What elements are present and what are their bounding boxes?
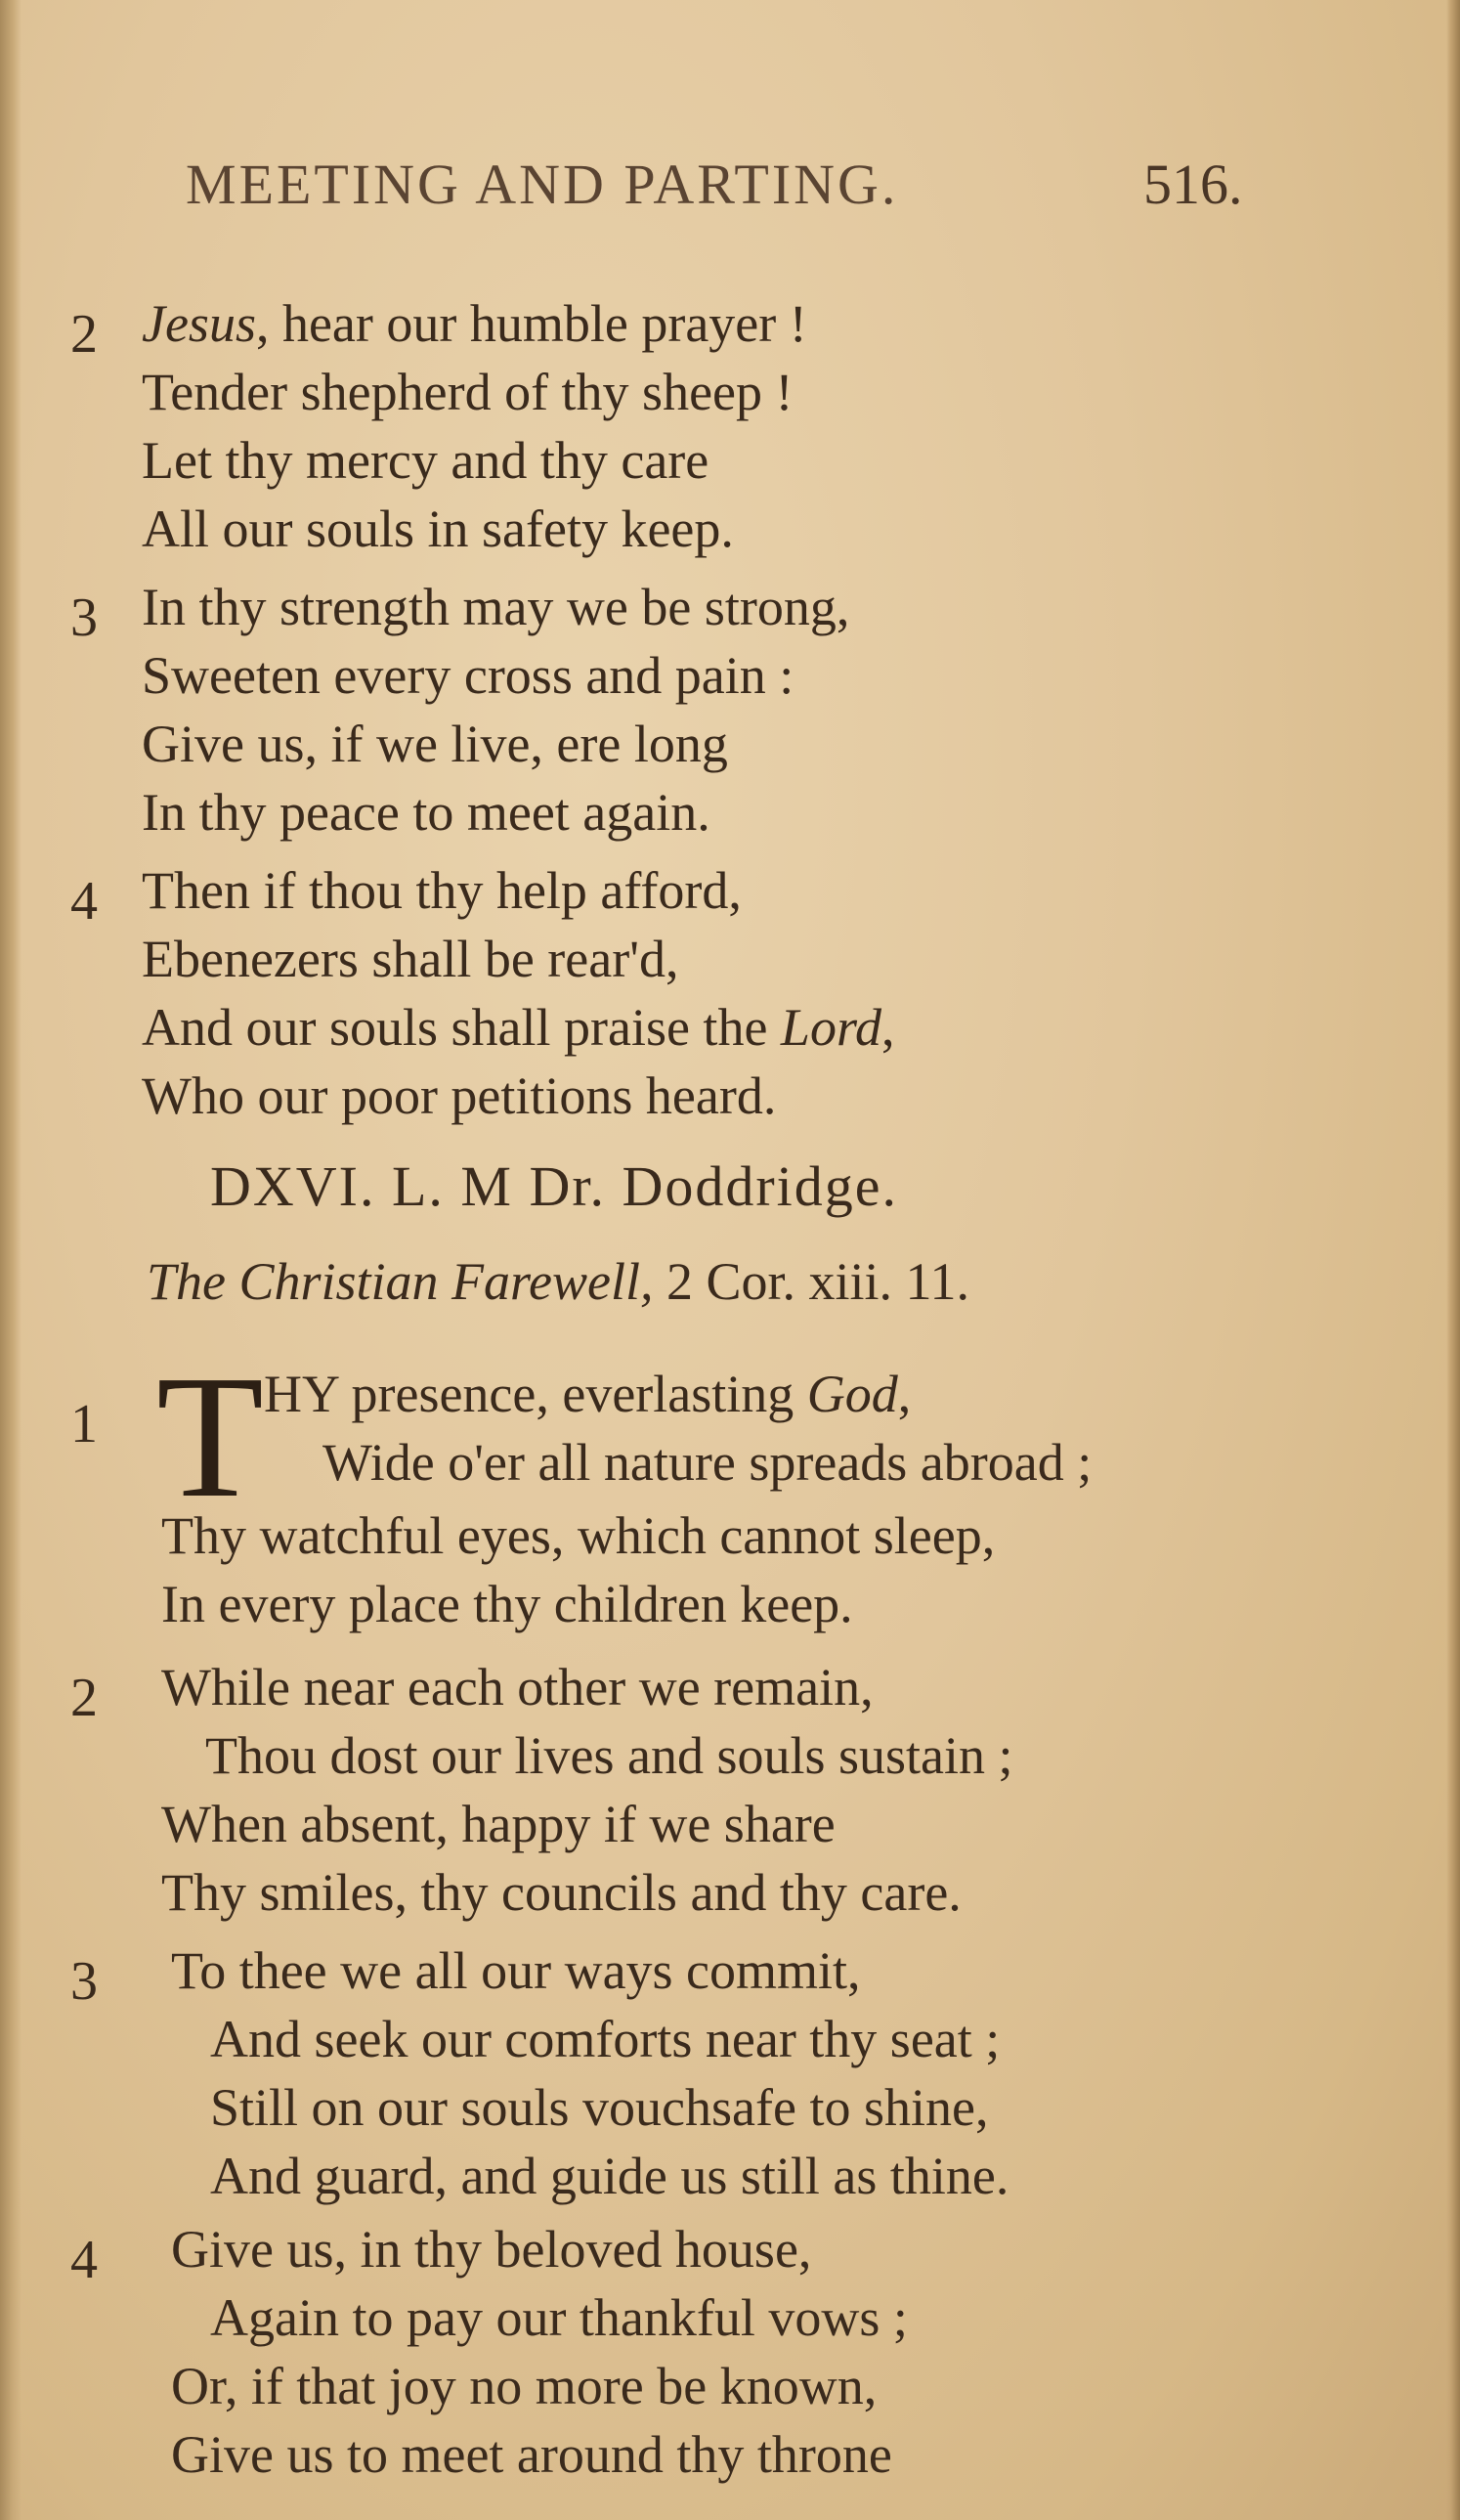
verse-line: In thy peace to meet again. <box>142 783 710 842</box>
stanza-number: 1 <box>70 1394 98 1455</box>
verse-line: And guard, and guide us still as thine. <box>210 2147 1009 2205</box>
running-head-title: MEETING AND PARTING. <box>186 152 899 216</box>
stanza-number: 2 <box>70 1668 98 1728</box>
verse-line: Then if thou thy help afford, <box>142 861 742 920</box>
hymn-subtitle-reference: 2 Cor. xiii. 11. <box>653 1252 970 1311</box>
verse-line: Let thy mercy and thy care <box>142 431 709 490</box>
verse-line: Or, if that joy no more be known, <box>171 2357 878 2415</box>
running-head <box>186 152 1280 230</box>
hymn-subtitle <box>147 1251 969 1312</box>
verse-line: Thou dost our lives and souls sustain ; <box>205 1726 1013 1785</box>
verse-line: Who our poor petitions heard. <box>142 1066 777 1125</box>
verse-line: And seek our comforts near thy seat ; <box>210 2010 1001 2068</box>
verse-line: To thee we all our ways commit, <box>171 1941 861 2000</box>
page-edge-right <box>1446 0 1460 2520</box>
verse-line: And our souls shall praise the Lord, <box>142 998 895 1057</box>
stanza-number: 4 <box>70 871 98 932</box>
verse-line: Give us, in thy beloved house, <box>171 2220 812 2279</box>
verse-line: Jesus, hear our humble prayer ! <box>142 294 807 353</box>
verse-line: Ebenezers shall be rear'd, <box>142 930 679 988</box>
verse-line: Give us, if we live, ere long <box>142 715 728 773</box>
stanza-number: 2 <box>70 304 98 365</box>
stanza-number: 4 <box>70 2230 98 2290</box>
verse-line: Thy watchful eyes, which cannot sleep, <box>161 1506 996 1565</box>
hymn-subtitle-title: The Christian Farewell, <box>147 1252 654 1311</box>
verse-line: Still on our souls vouchsafe to shine, <box>210 2078 989 2137</box>
drop-cap: T <box>156 1339 264 1534</box>
verse-line: While near each other we remain, <box>161 1658 874 1716</box>
page-number: 516. <box>1143 152 1243 216</box>
page-edge-left <box>0 0 21 2520</box>
verse-line: All our souls in safety keep. <box>142 500 734 558</box>
verse-line: Tender shepherd of thy sheep ! <box>142 363 794 421</box>
verse-line: In thy strength may we be strong, <box>142 578 850 636</box>
verse-line: Wide o'er all nature spreads abroad ; <box>322 1433 1093 1492</box>
hymn-heading: DXVI. L. M Dr. Doddridge. <box>210 1154 899 1218</box>
verse-line: In every place thy children keep. <box>161 1575 853 1633</box>
stanza-number: 3 <box>70 587 98 648</box>
verse-line: Thy smiles, thy councils and thy care. <box>161 1863 962 1922</box>
verse-line: HY presence, everlasting God, <box>264 1365 912 1423</box>
verse-line: Again to pay our thankful vows ; <box>210 2288 908 2347</box>
verse-line: When absent, happy if we share <box>161 1795 836 1853</box>
verse-line: Give us to meet around thy throne <box>171 2425 892 2484</box>
verse-line: Sweeten every cross and pain : <box>142 646 794 705</box>
stanza-number: 3 <box>70 1951 98 2012</box>
